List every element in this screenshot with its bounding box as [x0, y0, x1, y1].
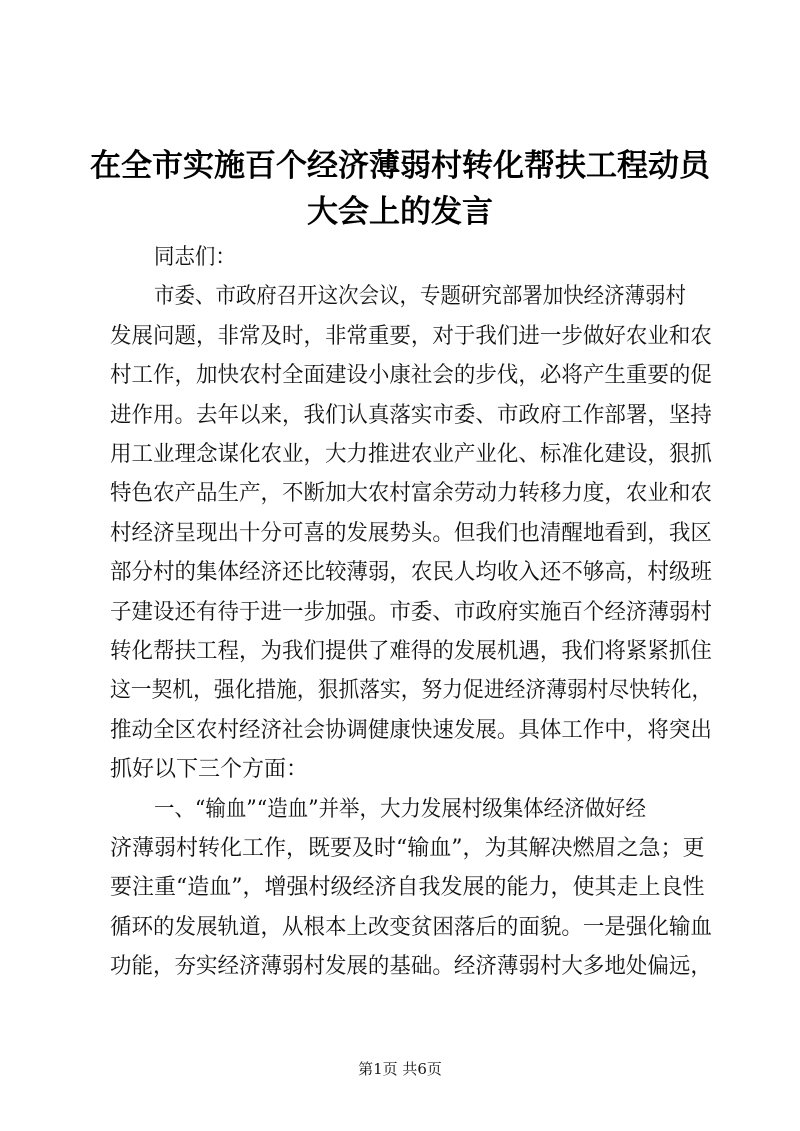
document-title-line-2: 大会上的发言: [307, 194, 493, 230]
body-line: 用工业理念谋化农业，大力推进农业产业化、标准化建设，狠抓: [110, 442, 712, 467]
body-line: 抓好以下三个方面：: [110, 757, 309, 783]
body-line: 推动全区农村经济社会协调健康快速发展。具体工作中，将突出: [110, 717, 712, 743]
body-line: 循环的发展轨道，从根本上改变贫困落后的面貌。一是强化输血: [110, 914, 712, 940]
body-line: 进作用。去年以来，我们认真落实市委、市政府工作部署，坚持: [110, 402, 712, 428]
body-line: 同志们：: [154, 245, 236, 270]
body-line: 一、“输血”“造血”并举，大力发展村级集体经济做好经: [154, 796, 646, 822]
body-line: 子建设还有待于进一步加强。市委、市政府实施百个经济薄弱村: [110, 599, 712, 625]
body-line: 转化帮扶工程，为我们提供了难得的发展机遇，我们将紧紧抓住: [110, 639, 712, 664]
body-line: 济薄弱村转化工作，既要及时“输血”，为其解决燃眉之急；更: [110, 836, 705, 861]
body-line: 市委、市政府召开这次会议，专题研究部署加快经济薄弱村: [154, 284, 686, 310]
body-line: 发展问题，非常及时，非常重要，对于我们进一步做好农业和农: [110, 323, 712, 349]
body-line: 这一契机，强化措施，狠抓落实，努力促进经济薄弱村尽快转化，: [110, 678, 713, 704]
page-footer: 第1页 共6页: [358, 1060, 442, 1078]
document-title-line-1: 在全市实施百个经济薄弱村转化帮扶工程动员: [90, 148, 710, 184]
body-line: 功能，夯实经济薄弱村发展的基础。经济薄弱村大多地处偏远，: [110, 954, 712, 980]
body-line: 村经济呈现出十分可喜的发展势头。但我们也清醒地看到，我区: [110, 520, 712, 546]
body-line: 特色农产品生产，不断加大农村富余劳动力转移力度，农业和农: [110, 481, 712, 507]
body-line: 村工作，加快农村全面建设小康社会的步伐，必将产生重要的促: [110, 363, 712, 389]
body-line: 要注重“造血”，增强村级经济自我发展的能力，使其走上良性: [110, 875, 705, 901]
body-line: 部分村的集体经济还比较薄弱，农民人均收入还不够高，村级班: [110, 560, 712, 586]
